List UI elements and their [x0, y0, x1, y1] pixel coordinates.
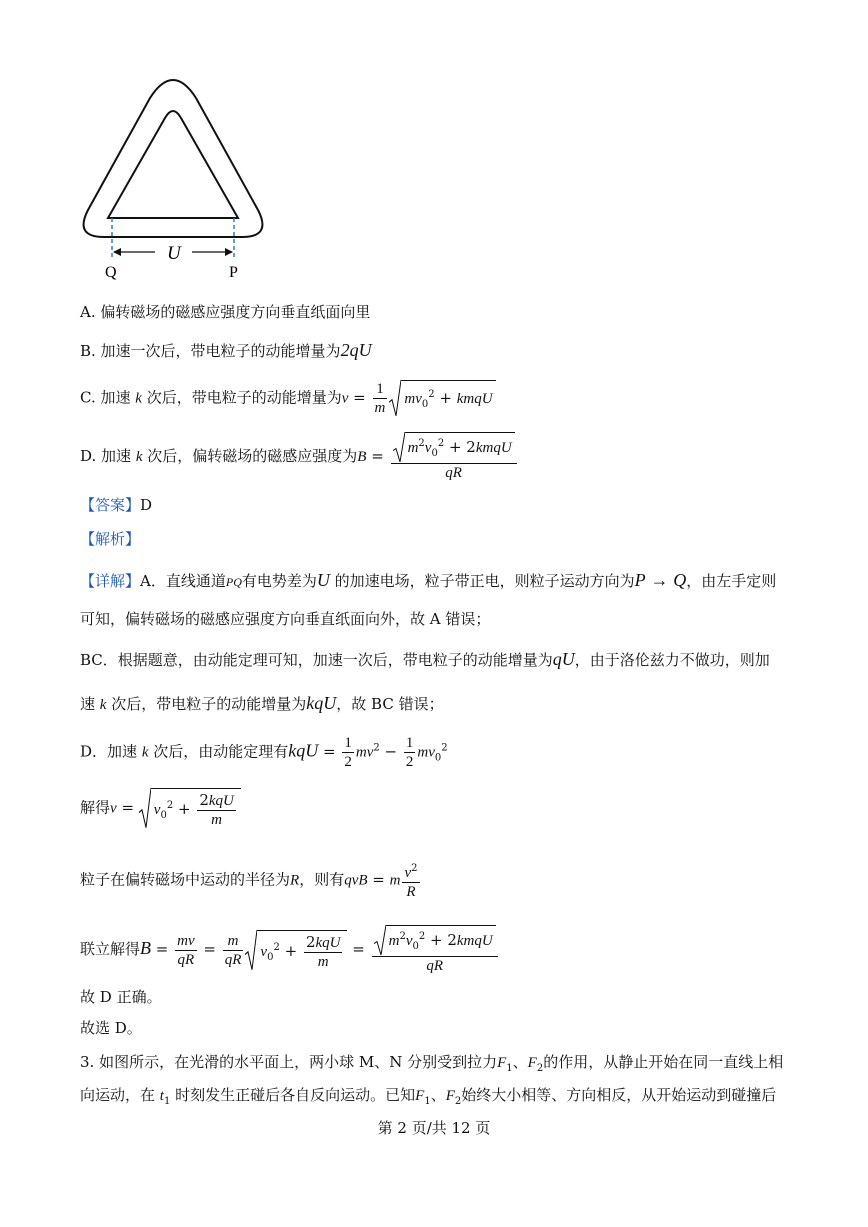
question3-l1a: 3. 如图所示，在光滑的水平面上，两小球 M、N 分别受到拉力: [80, 1053, 498, 1071]
detail-line-9: [80, 985, 162, 1009]
detail-p2c: 速: [80, 695, 96, 713]
detail-p1c: 的加速电场，粒子带正电，则粒子运动方向为: [334, 572, 635, 590]
answer-value: D: [140, 496, 153, 514]
question3-l2b: 时刻发生正碰后各自反向运动。已知: [175, 1086, 416, 1104]
question3-l2c: 始终大小相等、方向相反，从开始运动到碰撞后: [461, 1086, 777, 1104]
detail-line-3: BC．根据题意，由动能定理可知，加速一次后，带电粒子的动能增量为qU，由于洛伦兹力不做功，则加: [80, 649, 770, 669]
detail-p8: 故选 D。: [80, 1019, 142, 1037]
detail-line-2: [80, 607, 490, 631]
option-c-text: 次后，带电粒子的动能增量为: [146, 388, 342, 407]
option-d-prefix: D. 加速: [80, 447, 132, 465]
answer-line: [80, 493, 152, 517]
triangle-track-figure: [0, 0, 868, 290]
question3-l1b: 的作用，从静止开始在同一直线上相: [543, 1053, 784, 1071]
detail-p1e: 可知，偏转磁场的磁感应强度方向垂直纸面向外，故 A 错误；: [80, 610, 491, 628]
detail-p6: 联立解得: [80, 940, 141, 958]
option-d-text: 次后，偏转磁场的磁感应强度为: [147, 447, 358, 465]
detail-p2b: ，由于洛伦兹力不做功，则加: [574, 651, 770, 669]
detail-p1a: A．直线通道: [140, 572, 226, 590]
detail-p1b: 有电势差为: [241, 572, 317, 590]
option-b-text: B. 加速一次后，带电粒子的动能增量为: [80, 342, 341, 360]
option-a: [80, 300, 370, 324]
detail-p3a: D．加速: [80, 742, 138, 761]
answer-label: 【答案】: [80, 496, 141, 514]
detail-line-6: 解得v = $v_0^2$ + $\frac{\text{2kqU}}{m}$: [80, 788, 241, 829]
detail-line-8: 联立解得B = $\frac{mv}{qR}$ = $\frac{m}{qR}$ $v_0^2$ + $\frac{\text{2kqU}}{m}$ = $\frac{m^2v_0^2 + 2kmqU}{qR}$: [80, 925, 500, 975]
detail-p3b: 次后，由动能定理有: [153, 742, 289, 761]
detail-line-4: 速 k 次后，带电粒子的动能增量为kqU，故 BC 错误；: [80, 693, 444, 713]
detail-line-1: 【详解】A．直线通道PQ有电势差为U 的加速电场，粒子带正电，则粒子运动方向为P → Q，由左手定则: [80, 570, 777, 590]
detail-line-5: D．加速 k 次后，由动能定理有kqU = $\frac{1}{2}$ $mv^2$ − $\frac{1}{2}$ $mv_0^2$: [80, 735, 448, 770]
option-c: C. 加速 k 次后，带电粒子的动能增量为v = $\frac{1}{m}$ $mv_0^2$ + kmqU: [80, 380, 496, 417]
right-arrowhead: [225, 248, 233, 256]
detail-p2a: BC．根据题意，由动能定理可知，加速一次后，带电粒子的动能增量为: [80, 651, 553, 669]
detail-p7: 故 D 正确。: [80, 988, 162, 1006]
detail-line-7: 粒子在偏转磁场中运动的半径为R，则有qvB = m $\frac{v^2}{R}$: [80, 860, 422, 901]
detail-p5a: 粒子在偏转磁场中运动的半径为: [80, 870, 291, 889]
option-a-text: A. 偏转磁场的磁感应强度方向垂直纸面向里: [80, 303, 371, 321]
detail-p5b: ，则有: [299, 870, 345, 889]
option-b-math: 2qU: [340, 340, 372, 360]
detail-p2e: ，故 BC 错误；: [336, 695, 444, 713]
left-arrowhead: [113, 248, 121, 256]
option-c-prefix: C. 加速: [80, 388, 131, 407]
question3-l2a: 向运动，在: [80, 1086, 156, 1104]
label-q: Q: [105, 264, 117, 281]
analysis-label: [80, 527, 140, 551]
label-p: P: [229, 264, 238, 281]
label-u: U: [167, 243, 181, 264]
inner-track: [108, 111, 238, 218]
question3-line-2: 向运动，在 $t_1$ 时刻发生正碰后各自反向运动。已知$F_1$、$F_2$始终大小相等、方向相反，从开始运动到碰撞后: [80, 1086, 777, 1107]
option-b: [80, 338, 372, 363]
detail-label: 【详解】: [80, 572, 141, 590]
detail-p4: 解得: [80, 798, 111, 817]
analysis-label-text: 【解析】: [80, 530, 141, 548]
page-number: 第 2 页/共 12 页: [377, 1119, 491, 1137]
detail-p1d: ，由左手定则: [686, 572, 777, 590]
option-d: D. 加速 k 次后，偏转磁场的磁感应强度为B = $\frac{m^2v_0^2 + 2kmqU}{qR}$: [80, 432, 519, 482]
detail-p2d: 次后，带电粒子的动能增量为: [111, 695, 307, 713]
question3-line-1: 3. 如图所示，在光滑的水平面上，两小球 M、N 分别受到拉力$F_1$、$F_2$的作用，从静止开始在同一直线上相: [80, 1053, 784, 1074]
detail-line-10: [80, 1016, 142, 1040]
page-footer: [0, 1117, 868, 1138]
